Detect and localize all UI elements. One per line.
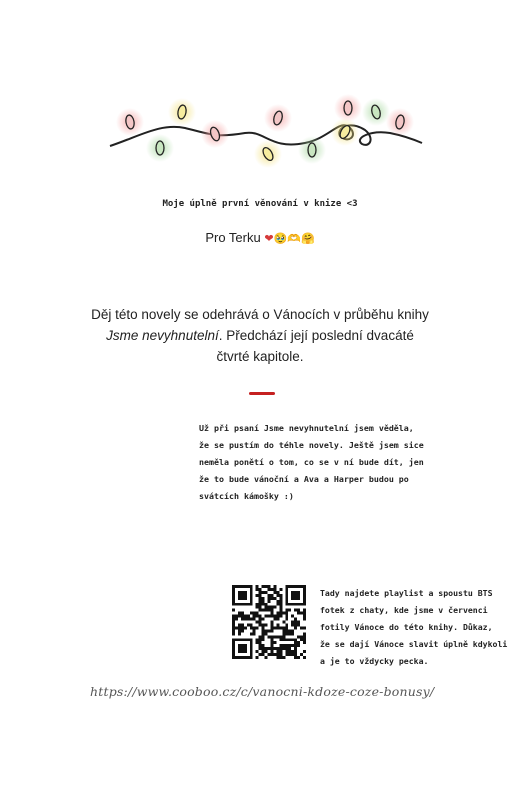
- pro-terku-text: Pro Terku: [205, 230, 261, 245]
- pro-terku-line: [0, 230, 520, 245]
- intro-part-1: Děj této novely se odehrává o Vánocích v průběhu knihy: [91, 307, 429, 322]
- author-note-line: Už při psaní Jsme nevyhnutelní jsem věděla,: [199, 423, 414, 433]
- heart-emoji-icon: ❤🥹🫶🤗: [264, 232, 315, 245]
- qr-description: [320, 585, 508, 670]
- intro-paragraph: [90, 304, 430, 367]
- author-note-line: že to bude vánoční a Ava a Harper budou po: [199, 474, 409, 484]
- author-note-line: svátcích kámošky :): [199, 491, 294, 501]
- bonus-url-link[interactable]: https://www.cooboo.cz/c/vanocni-kdoze-coze-bonusy/: [90, 684, 435, 699]
- christmas-lights-string-icon: [100, 88, 430, 178]
- author-note-line: že se pustím do téhle novely. Ještě jsem sice: [199, 440, 424, 450]
- intro-book-title: Jsme nevyhnutelní: [106, 328, 219, 343]
- dedication-text: Moje úplně první věnování v knize <3: [162, 199, 358, 209]
- red-divider: [249, 392, 275, 395]
- qr-description-line: že se dají Vánoce slavit úplně kdykoli: [320, 639, 508, 649]
- qr-description-line: Tady najdete playlist a spoustu BTS: [320, 588, 493, 598]
- intro-part-2: . Předchází její poslední dvacáté čtvrté kapitole.: [216, 328, 414, 364]
- qr-description-line: a je to vždycky pecka.: [320, 656, 429, 666]
- qr-description-line: fotily Vánoce do této knihy. Důkaz,: [320, 622, 493, 632]
- author-note-line: neměla ponětí o tom, co se v ní bude dít, jen: [199, 457, 424, 467]
- qr-code-icon[interactable]: [232, 585, 306, 659]
- author-note: [199, 420, 424, 505]
- qr-description-line: fotek z chaty, kde jsme v červenci: [320, 605, 488, 615]
